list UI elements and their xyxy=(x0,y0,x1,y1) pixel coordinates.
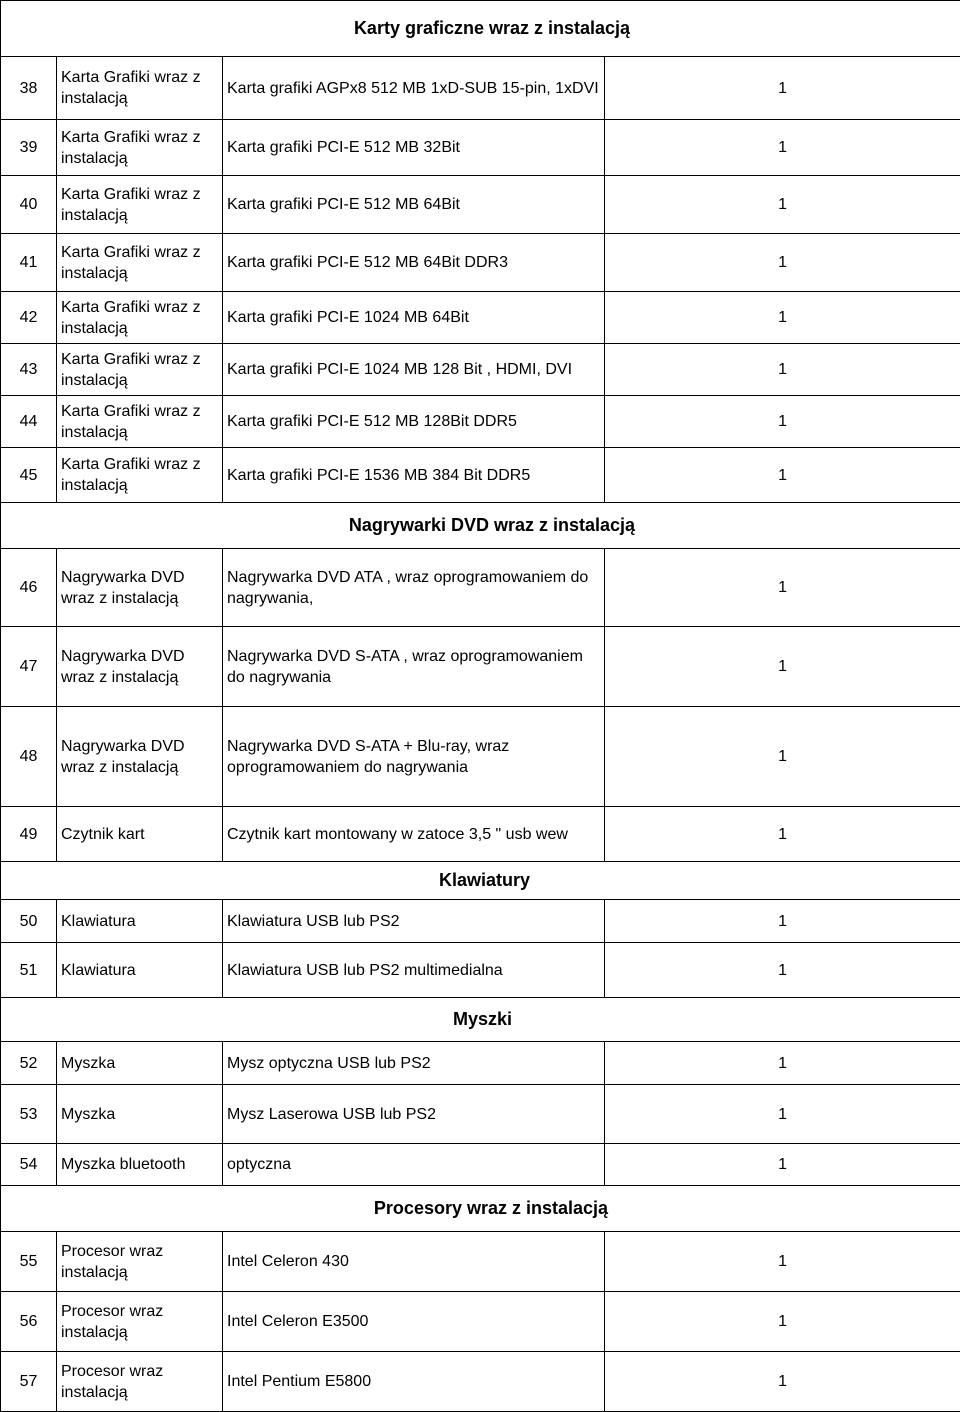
section-title: Myszki xyxy=(1,998,960,1042)
section-title: Procesory wraz z instalacją xyxy=(1,1186,960,1232)
item-description: Karta grafiki PCI-E 1024 MB 64Bit xyxy=(223,292,605,344)
section-header-mice xyxy=(1,998,960,1042)
section-header-keyboards xyxy=(1,862,960,900)
item-quantity: 1 xyxy=(605,807,960,862)
item-description: Karta grafiki PCI-E 512 MB 64Bit xyxy=(223,176,605,234)
item-name: Klawiatura xyxy=(57,943,223,998)
item-name: Myszka xyxy=(57,1042,223,1085)
item-description: Karta grafiki PCI-E 1536 MB 384 Bit DDR5 xyxy=(223,448,605,503)
item-quantity: 1 xyxy=(605,549,960,627)
section-header-graphics xyxy=(1,1,960,57)
item-quantity: 1 xyxy=(605,120,960,176)
table-row xyxy=(1,1352,960,1412)
item-quantity: 1 xyxy=(605,1042,960,1085)
item-description: Intel Celeron 430 xyxy=(223,1232,605,1292)
item-description: Czytnik kart montowany w zatoce 3,5 " usb wew xyxy=(223,807,605,862)
table-row xyxy=(1,900,960,943)
table-row xyxy=(1,627,960,707)
row-number: 52 xyxy=(1,1042,57,1085)
item-name: Karta Grafiki wraz z instalacją xyxy=(57,448,223,503)
table-row xyxy=(1,1042,960,1085)
section-title: Nagrywarki DVD wraz z instalacją xyxy=(1,503,960,549)
row-number: 57 xyxy=(1,1352,57,1412)
row-number: 48 xyxy=(1,707,57,807)
section-title: Karty graficzne wraz z instalacją xyxy=(1,1,960,57)
table-row xyxy=(1,396,960,448)
table-row xyxy=(1,1085,960,1144)
item-name: Karta Grafiki wraz z instalacją xyxy=(57,344,223,396)
item-description: Karta grafiki PCI-E 512 MB 32Bit xyxy=(223,120,605,176)
item-quantity: 1 xyxy=(605,448,960,503)
table-row xyxy=(1,234,960,292)
item-quantity: 1 xyxy=(605,1292,960,1352)
row-number: 54 xyxy=(1,1144,57,1186)
item-quantity: 1 xyxy=(605,344,960,396)
table-row xyxy=(1,176,960,234)
item-name: Nagrywarka DVD wraz z instalacją xyxy=(57,707,223,807)
item-description: Mysz optyczna USB lub PS2 xyxy=(223,1042,605,1085)
section-header-cpus xyxy=(1,1186,960,1232)
table-row xyxy=(1,292,960,344)
item-quantity: 1 xyxy=(605,234,960,292)
item-description: Karta grafiki PCI-E 512 MB 64Bit DDR3 xyxy=(223,234,605,292)
item-quantity: 1 xyxy=(605,396,960,448)
row-number: 50 xyxy=(1,900,57,943)
item-quantity: 1 xyxy=(605,707,960,807)
row-number: 40 xyxy=(1,176,57,234)
item-description: Intel Pentium E5800 xyxy=(223,1352,605,1412)
row-number: 53 xyxy=(1,1085,57,1144)
item-description: Karta grafiki PCI-E 1024 MB 128 Bit , HDMI, DVI xyxy=(223,344,605,396)
table-row xyxy=(1,1232,960,1292)
row-number: 56 xyxy=(1,1292,57,1352)
item-name: Karta Grafiki wraz z instalacją xyxy=(57,120,223,176)
item-quantity: 1 xyxy=(605,900,960,943)
table-row xyxy=(1,448,960,503)
row-number: 55 xyxy=(1,1232,57,1292)
item-quantity: 1 xyxy=(605,943,960,998)
item-name: Nagrywarka DVD wraz z instalacją xyxy=(57,549,223,627)
item-quantity: 1 xyxy=(605,627,960,707)
row-number: 39 xyxy=(1,120,57,176)
row-number: 51 xyxy=(1,943,57,998)
item-name: Procesor wraz instalacją xyxy=(57,1352,223,1412)
table-row xyxy=(1,120,960,176)
item-name: Nagrywarka DVD wraz z instalacją xyxy=(57,627,223,707)
table-row xyxy=(1,1144,960,1186)
item-name: Procesor wraz instalacją xyxy=(57,1232,223,1292)
row-number: 47 xyxy=(1,627,57,707)
row-number: 49 xyxy=(1,807,57,862)
item-description: Nagrywarka DVD ATA , wraz oprogramowaniem do nagrywania, xyxy=(223,549,605,627)
item-quantity: 1 xyxy=(605,1144,960,1186)
item-description: optyczna xyxy=(223,1144,605,1186)
table-row xyxy=(1,707,960,807)
item-description: Nagrywarka DVD S-ATA + Blu-ray, wraz oprogramowaniem do nagrywania xyxy=(223,707,605,807)
item-description: Mysz Laserowa USB lub PS2 xyxy=(223,1085,605,1144)
item-description: Klawiatura USB lub PS2 multimedialna xyxy=(223,943,605,998)
row-number: 45 xyxy=(1,448,57,503)
item-name: Klawiatura xyxy=(57,900,223,943)
item-quantity: 1 xyxy=(605,1232,960,1292)
item-quantity: 1 xyxy=(605,292,960,344)
item-name: Myszka bluetooth xyxy=(57,1144,223,1186)
row-number: 41 xyxy=(1,234,57,292)
item-name: Czytnik kart xyxy=(57,807,223,862)
table-row xyxy=(1,57,960,120)
item-name: Procesor wraz instalacją xyxy=(57,1292,223,1352)
table-row xyxy=(1,807,960,862)
table-row xyxy=(1,344,960,396)
table-row xyxy=(1,549,960,627)
table-row xyxy=(1,943,960,998)
row-number: 38 xyxy=(1,57,57,120)
item-name: Karta Grafiki wraz z instalacją xyxy=(57,234,223,292)
row-number: 43 xyxy=(1,344,57,396)
item-name: Karta Grafiki wraz z instalacją xyxy=(57,57,223,120)
item-name: Myszka xyxy=(57,1085,223,1144)
item-description: Klawiatura USB lub PS2 xyxy=(223,900,605,943)
item-name: Karta Grafiki wraz z instalacją xyxy=(57,292,223,344)
item-description: Intel Celeron E3500 xyxy=(223,1292,605,1352)
item-name: Karta Grafiki wraz z instalacją xyxy=(57,176,223,234)
section-header-dvd xyxy=(1,503,960,549)
item-quantity: 1 xyxy=(605,1352,960,1412)
table-row xyxy=(1,1292,960,1352)
row-number: 42 xyxy=(1,292,57,344)
item-quantity: 1 xyxy=(605,176,960,234)
item-description: Karta grafiki PCI-E 512 MB 128Bit DDR5 xyxy=(223,396,605,448)
row-number: 44 xyxy=(1,396,57,448)
item-quantity: 1 xyxy=(605,57,960,120)
section-title: Klawiatury xyxy=(1,862,960,900)
item-description: Karta grafiki AGPx8 512 MB 1xD-SUB 15-pin, 1xDVI xyxy=(223,57,605,120)
row-number: 46 xyxy=(1,549,57,627)
item-quantity: 1 xyxy=(605,1085,960,1144)
item-description: Nagrywarka DVD S-ATA , wraz oprogramowaniem do nagrywania xyxy=(223,627,605,707)
item-name: Karta Grafiki wraz z instalacją xyxy=(57,396,223,448)
